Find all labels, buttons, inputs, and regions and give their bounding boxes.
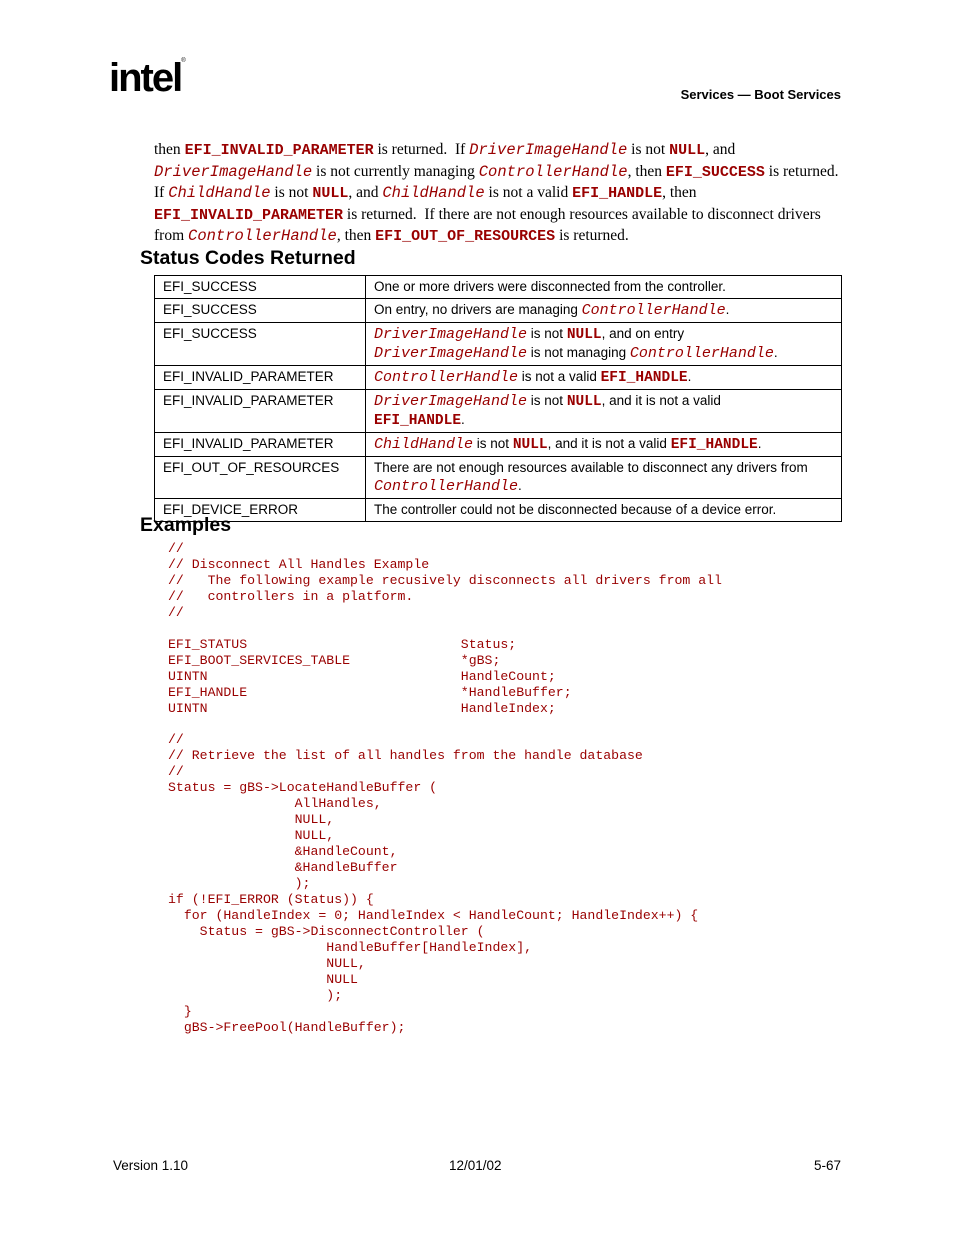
- status-description-cell: [366, 299, 842, 323]
- status-description-cell: [366, 457, 842, 499]
- example-code-block: // // Disconnect All Handles Example // The following example recusively disconnects all drivers from all // controllers in a platform. // EFI_STATUS Status; EFI_BOOT_SERVICES_TABLE *gBS; UINTN HandleCount; EFI_HANDLE *HandleBuffer; UINTN HandleIndex; // // Retrieve the list of all handles from the handle database // Status = gBS->LocateHandleBuffer ( AllHandles, NULL, NULL, &HandleCount, &HandleBuffer ); if (!EFI_ERROR (Status)) { for (HandleIndex = 0; HandleIndex < HandleCount; HandleIndex++) { Status = gBS->DisconnectController ( HandleBuffer[HandleIndex], NULL, NULL ); } gBS->FreePool(HandleBuffer);: [168, 541, 722, 1035]
- text-run: , and: [705, 141, 740, 158]
- code-identifier: ChildHandle: [374, 436, 474, 453]
- text-run: , then: [336, 227, 376, 244]
- status-description-cell: [366, 323, 842, 366]
- text-run: is not: [270, 184, 313, 201]
- footer-date: 12/01/02: [449, 1158, 502, 1173]
- text-run: , and on entry: [601, 326, 685, 341]
- table-row: [155, 299, 842, 323]
- text-run: .: [725, 302, 730, 317]
- code-constant: NULL: [669, 142, 706, 159]
- status-code-cell: EFI_SUCCESS: [155, 323, 366, 366]
- table-row: [155, 390, 842, 433]
- code-identifier: ChildHandle: [168, 184, 271, 202]
- text-run: is not a valid: [518, 369, 601, 384]
- code-constant: NULL: [566, 394, 602, 410]
- code-constant: EFI_HANDLE: [572, 185, 663, 202]
- intel-logo: intel®: [109, 56, 186, 100]
- footer-version: Version 1.10: [113, 1158, 189, 1173]
- code-identifier: DriverImageHandle: [374, 326, 528, 343]
- text-run: .: [461, 412, 465, 427]
- footer-page-number: 5-67: [813, 1158, 841, 1173]
- code-constant: EFI_INVALID_PARAMETER: [154, 206, 344, 224]
- code-constant: EFI_INVALID_PARAMETER: [184, 142, 374, 159]
- code-identifier: ControllerHandle: [374, 369, 519, 386]
- text-run: .: [757, 436, 762, 451]
- text-run: The controller could not be disconnected because of a device error.: [374, 502, 777, 517]
- code-constant: NULL: [312, 185, 349, 202]
- text-run: is returned. If: [154, 162, 847, 201]
- status-code-cell: EFI_DEVICE_ERROR: [155, 499, 366, 522]
- text-run: , and it is not a valid: [601, 393, 721, 408]
- status-description-cell: [366, 433, 842, 457]
- text-run: then: [154, 141, 185, 158]
- status-code-cell: EFI_INVALID_PARAMETER: [155, 433, 366, 457]
- code-identifier: ControllerHandle: [581, 302, 726, 319]
- code-identifier: ControllerHandle: [188, 227, 337, 245]
- code-constant: EFI_HANDLE: [374, 413, 462, 429]
- status-description-cell: [366, 366, 842, 390]
- code-identifier: ChildHandle: [382, 184, 485, 202]
- text-run: is returned. If there are not enough resources available to disconnect drivers from: [154, 205, 825, 244]
- text-run: One or more drivers were disconnected from the controller.: [374, 279, 726, 294]
- code-constant: EFI_HANDLE: [670, 437, 758, 453]
- table-row: [155, 499, 842, 522]
- code-constant: EFI_HANDLE: [600, 370, 688, 386]
- status-description-cell: [366, 276, 842, 299]
- status-code-cell: EFI_INVALID_PARAMETER: [155, 366, 366, 390]
- text-run: .: [687, 369, 692, 384]
- status-code-cell: EFI_OUT_OF_RESOURCES: [155, 457, 366, 499]
- table-row: [155, 433, 842, 457]
- status-description-cell: [366, 390, 842, 433]
- status-codes-table: [154, 275, 842, 522]
- table-row: [155, 323, 842, 366]
- text-run: is not: [627, 141, 670, 158]
- code-constant: EFI_OUT_OF_RESOURCES: [375, 228, 556, 245]
- description-paragraph: [154, 140, 847, 248]
- code-identifier: DriverImageHandle: [374, 393, 528, 410]
- text-run: , then: [662, 184, 701, 201]
- code-identifier: DriverImageHandle: [469, 141, 628, 159]
- text-run: is not currently managing: [312, 162, 479, 180]
- code-identifier: ControllerHandle: [478, 162, 628, 181]
- text-run: .: [773, 345, 778, 360]
- table-row: [155, 457, 842, 499]
- text-run: .: [518, 478, 522, 493]
- code-identifier: DriverImageHandle: [154, 162, 313, 181]
- text-run: , then: [627, 162, 666, 180]
- code-identifier: DriverImageHandle: [374, 345, 528, 362]
- table-row: [155, 366, 842, 390]
- text-run: On entry, no drivers are managing: [374, 302, 582, 317]
- examples-heading: Examples: [140, 514, 232, 536]
- text-run: There are not enough resources available to disconnect any drivers from: [374, 460, 808, 475]
- code-constant: EFI_SUCCESS: [665, 163, 765, 181]
- text-run: is returned. If: [373, 141, 470, 158]
- text-run: , and it is not a valid: [547, 436, 671, 451]
- text-run: is not: [473, 436, 513, 451]
- code-identifier: ControllerHandle: [629, 345, 774, 362]
- text-run: is not managing: [527, 345, 630, 360]
- text-run: is not: [527, 326, 567, 341]
- table-row: [155, 276, 842, 299]
- status-code-cell: EFI_INVALID_PARAMETER: [155, 390, 366, 433]
- text-run: is not: [527, 393, 567, 408]
- code-constant: NULL: [566, 327, 602, 343]
- text-run: is returned.: [555, 227, 629, 244]
- status-code-cell: EFI_SUCCESS: [155, 276, 366, 299]
- code-identifier: ControllerHandle: [374, 478, 519, 495]
- status-codes-heading: Status Codes Returned: [140, 247, 356, 269]
- status-code-cell: EFI_SUCCESS: [155, 299, 366, 323]
- status-description-cell: [366, 499, 842, 522]
- running-head: Services — Boot Services: [680, 87, 841, 102]
- text-run: is not a valid: [484, 184, 573, 201]
- text-run: , and: [348, 184, 383, 201]
- code-constant: NULL: [512, 437, 548, 453]
